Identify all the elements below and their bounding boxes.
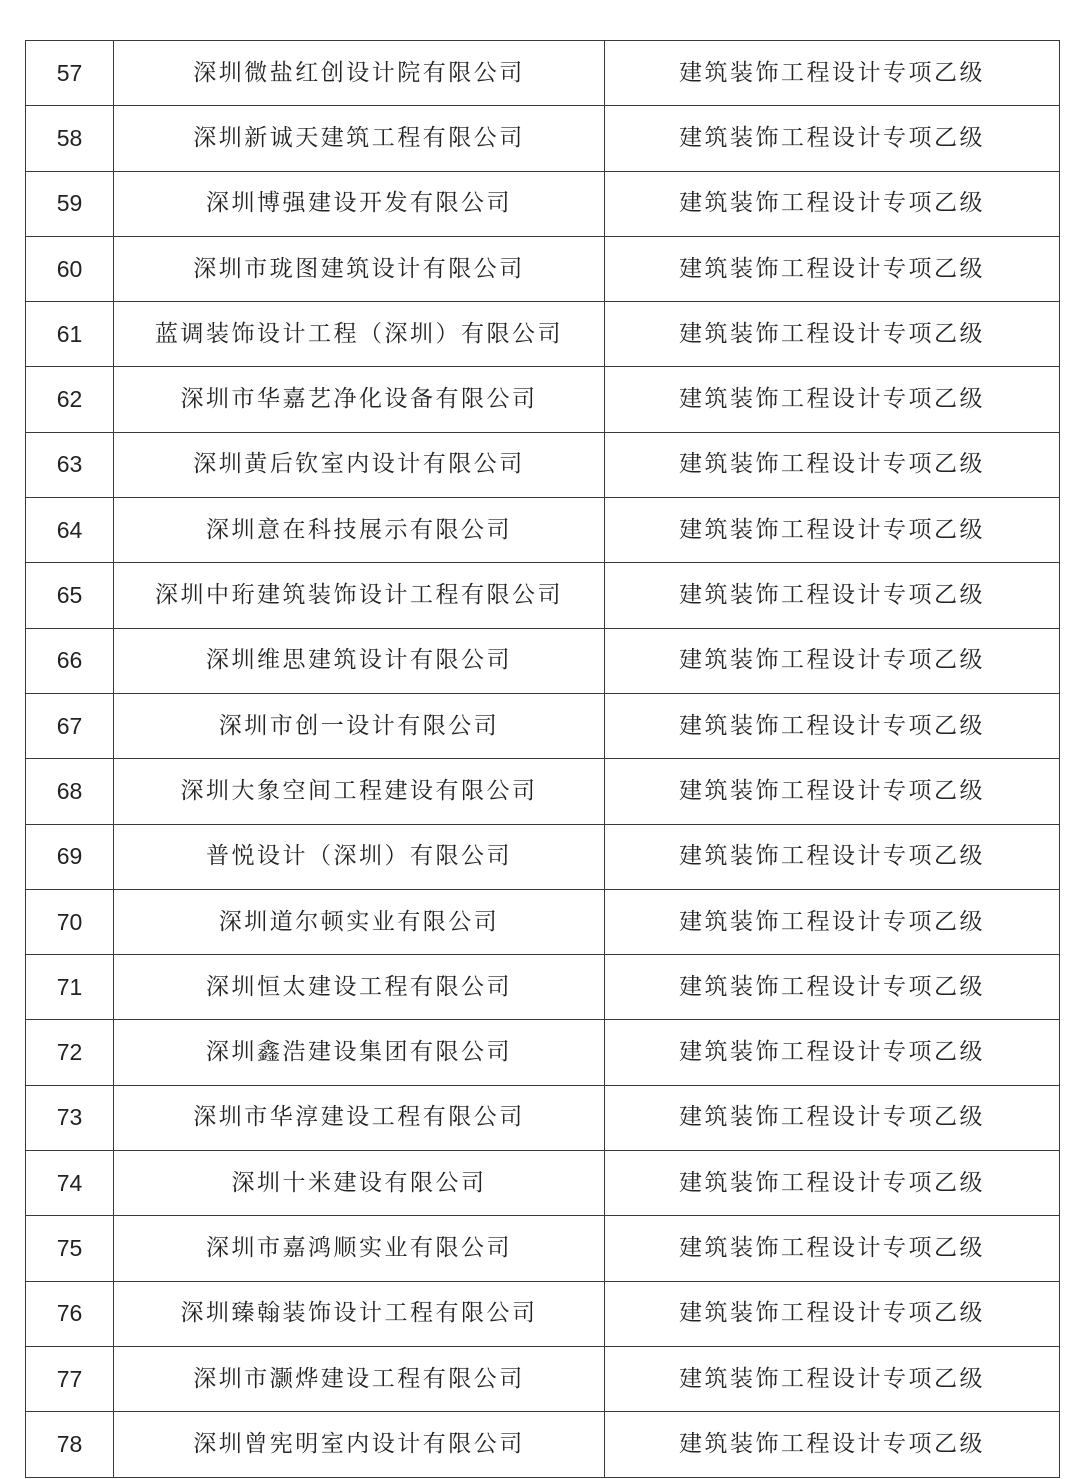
table-row xyxy=(26,106,1060,171)
row-number: 64 xyxy=(26,498,114,563)
row-number: 61 xyxy=(26,302,114,367)
row-number: 59 xyxy=(26,171,114,236)
row-number: 66 xyxy=(26,628,114,693)
company-name: 深圳市华淳建设工程有限公司 xyxy=(114,1085,605,1150)
table-row xyxy=(26,563,1060,628)
company-name: 深圳中珩建筑装饰设计工程有限公司 xyxy=(114,563,605,628)
table-row xyxy=(26,955,1060,1020)
row-number: 67 xyxy=(26,693,114,758)
row-number: 63 xyxy=(26,432,114,497)
company-name: 深圳大象空间工程建设有限公司 xyxy=(114,759,605,824)
qualification-level: 建筑装饰工程设计专项乙级 xyxy=(605,889,1060,954)
table-row xyxy=(26,302,1060,367)
company-name: 普悦设计（深圳）有限公司 xyxy=(114,824,605,889)
company-name: 深圳新诚天建筑工程有限公司 xyxy=(114,106,605,171)
qualification-level: 建筑装饰工程设计专项乙级 xyxy=(605,563,1060,628)
qualification-level: 建筑装饰工程设计专项乙级 xyxy=(605,1281,1060,1346)
company-name: 深圳道尔顿实业有限公司 xyxy=(114,889,605,954)
qualification-level: 建筑装饰工程设计专项乙级 xyxy=(605,302,1060,367)
company-name: 深圳鑫浩建设集团有限公司 xyxy=(114,1020,605,1085)
table-row xyxy=(26,41,1060,106)
company-name: 深圳博强建设开发有限公司 xyxy=(114,171,605,236)
table-row xyxy=(26,1085,1060,1150)
qualification-level: 建筑装饰工程设计专项乙级 xyxy=(605,1412,1060,1477)
qualification-level: 建筑装饰工程设计专项乙级 xyxy=(605,1216,1060,1281)
company-name: 深圳市华嘉艺净化设备有限公司 xyxy=(114,367,605,432)
table-row xyxy=(26,889,1060,954)
table-row xyxy=(26,1346,1060,1411)
row-number: 62 xyxy=(26,367,114,432)
qualification-level: 建筑装饰工程设计专项乙级 xyxy=(605,1020,1060,1085)
company-name: 深圳维思建筑设计有限公司 xyxy=(114,628,605,693)
company-name: 深圳市灏烨建设工程有限公司 xyxy=(114,1346,605,1411)
row-number: 65 xyxy=(26,563,114,628)
qualification-level: 建筑装饰工程设计专项乙级 xyxy=(605,236,1060,301)
table-row xyxy=(26,367,1060,432)
company-name: 深圳意在科技展示有限公司 xyxy=(114,498,605,563)
row-number: 70 xyxy=(26,889,114,954)
table-row xyxy=(26,693,1060,758)
company-name: 深圳市创一设计有限公司 xyxy=(114,693,605,758)
qualification-level: 建筑装饰工程设计专项乙级 xyxy=(605,1085,1060,1150)
qualification-level: 建筑装饰工程设计专项乙级 xyxy=(605,367,1060,432)
company-name: 深圳十米建设有限公司 xyxy=(114,1151,605,1216)
company-name: 深圳恒太建设工程有限公司 xyxy=(114,955,605,1020)
qualification-level: 建筑装饰工程设计专项乙级 xyxy=(605,171,1060,236)
company-name: 深圳曾宪明室内设计有限公司 xyxy=(114,1412,605,1477)
table-row xyxy=(26,1151,1060,1216)
company-name: 蓝调装饰设计工程（深圳）有限公司 xyxy=(114,302,605,367)
qualification-level: 建筑装饰工程设计专项乙级 xyxy=(605,432,1060,497)
table-body xyxy=(26,41,1060,1478)
qualification-level: 建筑装饰工程设计专项乙级 xyxy=(605,1151,1060,1216)
company-name: 深圳臻翰装饰设计工程有限公司 xyxy=(114,1281,605,1346)
table-row xyxy=(26,628,1060,693)
company-name: 深圳黄后钦室内设计有限公司 xyxy=(114,432,605,497)
qualification-list-table xyxy=(25,40,1060,1478)
table-row xyxy=(26,236,1060,301)
table-row xyxy=(26,1020,1060,1085)
table-row xyxy=(26,1281,1060,1346)
qualification-level: 建筑装饰工程设计专项乙级 xyxy=(605,1346,1060,1411)
row-number: 74 xyxy=(26,1151,114,1216)
row-number: 76 xyxy=(26,1281,114,1346)
row-number: 75 xyxy=(26,1216,114,1281)
table-row xyxy=(26,1412,1060,1477)
row-number: 73 xyxy=(26,1085,114,1150)
qualification-level: 建筑装饰工程设计专项乙级 xyxy=(605,955,1060,1020)
row-number: 68 xyxy=(26,759,114,824)
row-number: 77 xyxy=(26,1346,114,1411)
row-number: 69 xyxy=(26,824,114,889)
qualification-level: 建筑装饰工程设计专项乙级 xyxy=(605,693,1060,758)
table-row xyxy=(26,171,1060,236)
qualification-level: 建筑装饰工程设计专项乙级 xyxy=(605,106,1060,171)
row-number: 71 xyxy=(26,955,114,1020)
qualification-level: 建筑装饰工程设计专项乙级 xyxy=(605,824,1060,889)
qualification-level: 建筑装饰工程设计专项乙级 xyxy=(605,628,1060,693)
qualification-level: 建筑装饰工程设计专项乙级 xyxy=(605,759,1060,824)
company-name: 深圳微盐红创设计院有限公司 xyxy=(114,41,605,106)
row-number: 78 xyxy=(26,1412,114,1477)
qualification-level: 建筑装饰工程设计专项乙级 xyxy=(605,498,1060,563)
table-row xyxy=(26,498,1060,563)
table-row xyxy=(26,824,1060,889)
table-row xyxy=(26,432,1060,497)
table-row xyxy=(26,1216,1060,1281)
table-row xyxy=(26,759,1060,824)
row-number: 57 xyxy=(26,41,114,106)
qualification-level: 建筑装饰工程设计专项乙级 xyxy=(605,41,1060,106)
company-name: 深圳市嘉鸿顺实业有限公司 xyxy=(114,1216,605,1281)
row-number: 58 xyxy=(26,106,114,171)
row-number: 72 xyxy=(26,1020,114,1085)
row-number: 60 xyxy=(26,236,114,301)
company-name: 深圳市珑图建筑设计有限公司 xyxy=(114,236,605,301)
